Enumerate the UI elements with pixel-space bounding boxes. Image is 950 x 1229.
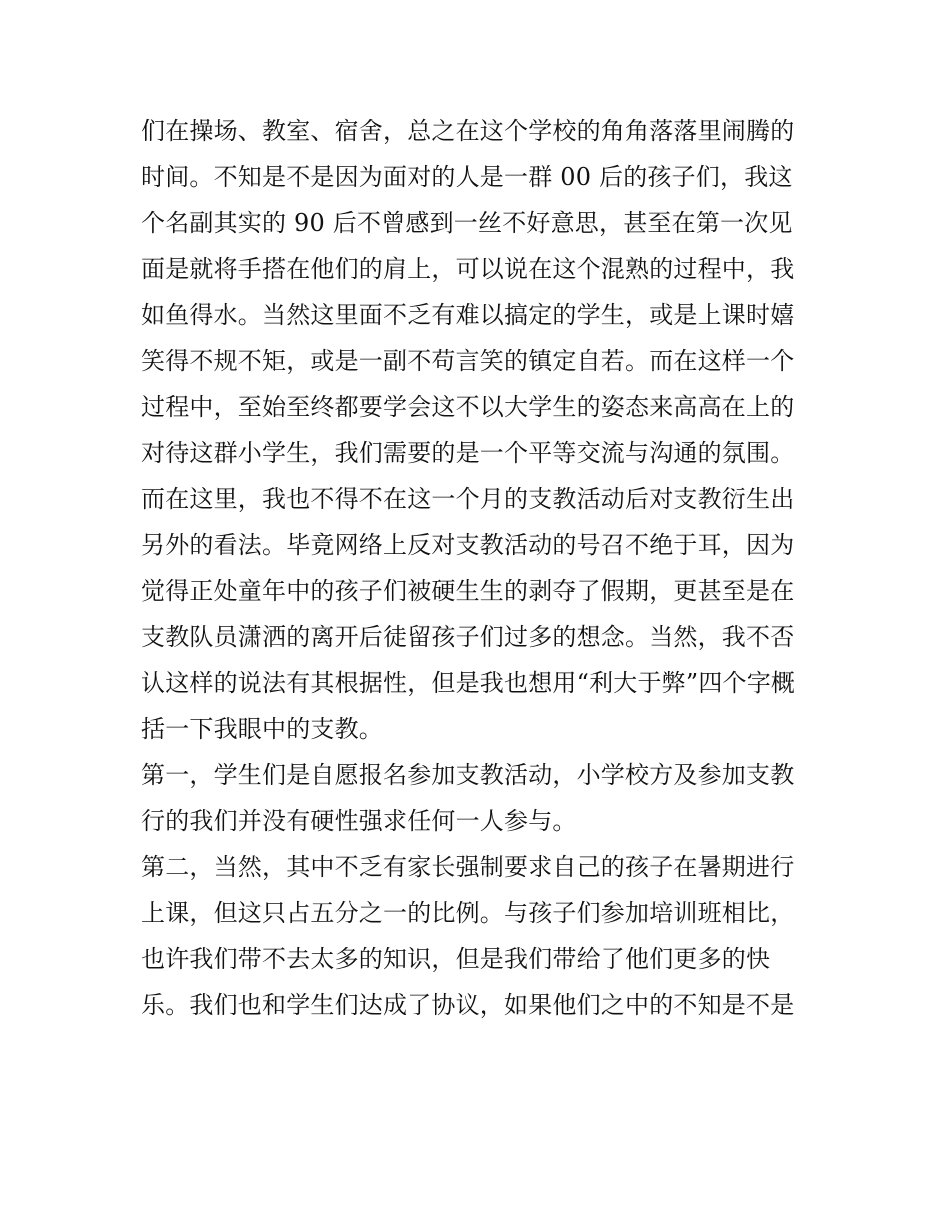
text-line: 如鱼得水。当然这里面不乏有难以搞定的学生，或是上课时嬉 [141,301,795,329]
text-line: 另外的看法。毕竟网络上反对支教活动的号召不绝于耳，因为 [141,531,795,559]
text-line: 觉得正处童年中的孩子们被硬生生的剥夺了假期，更甚至是在 [141,577,795,605]
text-line: 乐。我们也和学生们达成了协议，如果他们之中的不知是不是 [141,991,795,1019]
text-line: 上课，但这只占五分之一的比例。与孩子们参加培训班相比， [141,899,795,927]
text-line: 过程中，至始至终都要学会这不以大学生的姿态来高高在上的 [141,393,795,421]
text-line: 个名副其实的 90 后不曾感到一丝不好意思，甚至在第一次见 [141,209,793,237]
text-line: 笑得不规不矩，或是一副不苟言笑的镇定自若。而在这样一个 [141,347,795,375]
text-line: 也许我们带不去太多的知识，但是我们带给了他们更多的快 [141,945,771,973]
body-text [141,108,813,1028]
text-line: 第二，当然，其中不乏有家长强制要求自己的孩子在暑期进行 [141,853,795,881]
text-line: 们在操场、教室、宿舍，总之在这个学校的角角落落里闹腾的 [141,117,795,145]
text-line: 第一，学生们是自愿报名参加支教活动，小学校方及参加支教 [141,761,795,789]
text-line: 认这样的说法有其根据性，但是我也想用“利大于弊”四个字概 [141,669,796,697]
text-line: 括一下我眼中的支教。 [141,715,383,743]
text-line: 面是就将手搭在他们的肩上，可以说在这个混熟的过程中，我 [141,255,795,283]
text-line: 对待这群小学生，我们需要的是一个平等交流与沟通的氛围。 [141,439,795,467]
text-line: 而在这里，我也不得不在这一个月的支教活动后对支教衍生出 [141,485,795,513]
text-line: 行的我们并没有硬性强求任何一人参与。 [141,807,577,835]
text-line: 时间。不知是不是因为面对的人是一群 00 后的孩子们，我这 [141,163,793,191]
text-line: 支教队员潇洒的离开后徒留孩子们过多的想念。当然，我不否 [141,623,795,651]
